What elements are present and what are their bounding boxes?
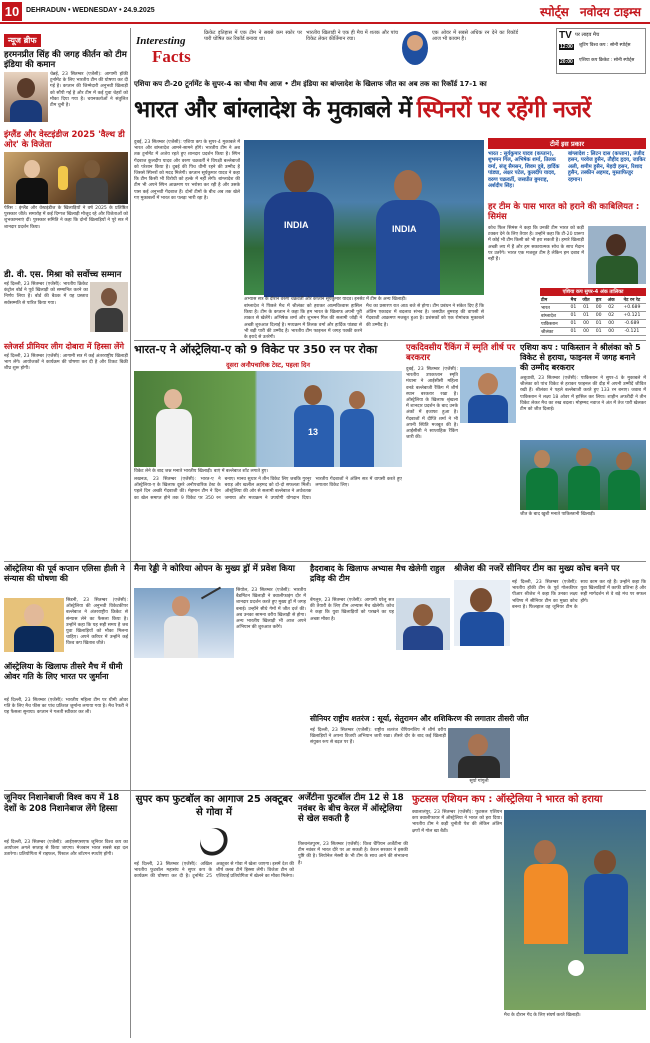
fact-1: क्रिकेट इतिहास में एक टीम ने सबसे कम स्कोर पर पारी घोषित कर रिकॉर्ड बनाया था। xyxy=(204,30,302,43)
nz-headline: ऑस्ट्रेलिया के खिलाफ तीसरे मैच में धीमी ओवर गति के लिए भारत पर जुर्माना xyxy=(4,662,123,681)
points-header-row xyxy=(540,296,646,304)
women-sub: दूसरा अनौपचारिक टेस्ट, पहला दिन xyxy=(226,361,310,369)
brief-body-3: नई दिल्ली, 23 सितम्बर (एजेंसी): भारतीय क्रिकेट कंट्रोल बोर्ड ने पूर्व खिलाड़ी को सम्मानित करने का निर्णय लिया है। बोर्ड की बैठक में यह प्रस्ताव सर्वसम्मति से पारित किया गया। xyxy=(4,282,88,306)
points-cell: 01 xyxy=(579,304,593,312)
fact-3: एक ओवर में सबसे अधिक रन देने का रिकॉर्ड आज भी कायम है। xyxy=(432,30,518,43)
news-brief xyxy=(4,28,128,553)
teams-box xyxy=(488,138,646,200)
tv-label: TV xyxy=(559,30,572,41)
sreejesh-body: नई दिल्ली, 23 सितम्बर (एजेंसी): भारतीय हॉकी टीम के पूर्व गोलकीपर पीआर श्रीजेश ने कहा कि उनका लक्ष्य भविष्य में सीनियर टीम का मुख्य कोच बनना है। फिलहाल वह जूनियर टीम के साथ काम कर रहे हैं। उन्होंने कहा कि युवा खिलाड़ियों में काफी प्रतिभा है और सही मार्गदर्शन से वे बड़े मंच पर सफल होंगे। xyxy=(512,580,646,610)
points-header-cell: टीम xyxy=(540,296,568,304)
junior-headline: जूनियर निशानेबाजी विश्व कप में 18 देशों के 208 निशानेबाज लेंगे हिस्सा xyxy=(4,793,120,814)
award-photo xyxy=(4,152,128,204)
nz-body: नई दिल्ली, 23 सितम्बर (एजेंसी): भारतीय महिला टीम पर धीमी ओवर गति के लिए मैच फीस का पांच प्रतिशत जुर्माना लगाया गया है। मैच रैफरी ने यह फैसला सुनाया। कप्तान ने गलती स्वीकार कर ली। xyxy=(4,698,128,716)
masthead xyxy=(0,0,650,25)
paper-name: नवोदय टाइम्स xyxy=(580,5,642,19)
hyd-photo xyxy=(396,598,450,650)
sreejesh-photo xyxy=(454,580,510,646)
points-cell: 01 xyxy=(568,312,580,320)
interview-body: कोच फिल सिमंस ने कहा कि उनकी टीम भारत को कड़ी टक्कर देने के लिए तैयार है। उन्होंने कहा कि टी-20 प्रारूप में कोई भी टीम किसी को भी हरा सकती है। हमारे खिलाड़ी अच्छी लय में हैं और हम सकारात्मक सोच के साथ मैदान पर उतरेंगे। भारत एक मजबूत टीम है लेकिन हम दबाव में नहीं हैं। xyxy=(488,226,584,263)
futsal-body: क्वालालंपुर, 23 सितम्बर (एजेंसी): फुटसल एशियन कप क्वालीफायर में ऑस्ट्रेलिया ने भारत को हरा दिया। भारतीय टीम ने कड़ी चुनौती पेश की लेकिन अंतिम क्षणों में गोल खा बैठी। xyxy=(412,810,502,834)
tv-schedule xyxy=(556,28,646,74)
teams-india: भारत : सूर्यकुमार यादव (कप्तान), शुभमन गिल, अभिषेक शर्मा, तिलक वर्मा, संजू सैमसन, शिवम दुबे, हार्दिक पांड्या, अक्षर पटेल, कुलदीप यादव, वरुण चक्रवर्ती, जसप्रीत बुमराह, अर्शदीप सिंह। xyxy=(488,151,560,190)
brief-body-2: पेरिस : इंग्लैंड और वेस्टइंडीज के खिलाड़ियों ने वर्ष 2025 के प्रतिष्ठित पुरस्कार जीते। समारोह में कई दिग्गज खिलाड़ी मौजूद रहे और विजेताओं को शुभकामनाएं दीं। पुरस्कार समिति ने कहा कि दोनों खिलाड़ियों ने पूरे सत्र में शानदार प्रदर्शन किया। xyxy=(4,206,128,230)
points-header-cell: मैच xyxy=(568,296,580,304)
lead-body-col2: बांग्लादेश ने पिछले मैच में श्रीलंका को हराकर आत्मविश्वास हासिल किया है। टीम के कप्तान ने कहा कि हम भारत के खिलाफ अपनी पूरी ताकत से खेलेंगे। अभिषेक शर्मा और शुभमन गिल की सलामी जोड़ी ने अच्छी शुरुआत दिलाई है। मध्यक्रम में तिलक वर्मा और हार्दिक पांड्या से भी बड़ी पारी की उम्मीद है। भारतीय टीम फाइनल में जगह पक्की करने के इरादे से उतरेगी। xyxy=(244,304,362,341)
points-cell: +0.121 xyxy=(618,312,646,320)
teams-label: टीमें इस प्रकार xyxy=(488,138,646,149)
points-cell: 01 xyxy=(568,304,580,312)
brief-headline-3: डी. वी. एस. मिश्रा को सर्वोच्च सम्मान xyxy=(4,270,122,280)
points-header-cell: हार xyxy=(593,296,605,304)
section-name: स्पोर्ट्स xyxy=(540,5,569,19)
points-cell: 00 xyxy=(593,304,605,312)
points-header-cell: जीत xyxy=(579,296,593,304)
brief-body-4: नई दिल्ली, 23 सितम्बर (एजेंसी): आगामी सत्र में कई अंतरराष्ट्रीय खिलाड़ी भाग लेंगे। आयोजकों ने कार्यक्रम की घोषणा कर दी है और टिकट बिक्री शीघ्र शुरू होगी। xyxy=(4,354,128,372)
facts-logo-top: Interesting xyxy=(136,35,186,47)
points-cell: श्रीलंका xyxy=(540,328,568,336)
badminton-headline: मैना रेड्डी ने कोरिया ओपन के मुख्य ड्रॉ में प्रवेश किया xyxy=(134,564,295,574)
points-cell: 01 xyxy=(568,320,580,328)
points-cell: 01 xyxy=(579,312,593,320)
facts-logo-bottom: Facts xyxy=(152,47,191,66)
points-cell: पाकिस्तान xyxy=(540,320,568,328)
points-cell: 00 xyxy=(593,312,605,320)
coach-photo xyxy=(588,226,646,284)
points-cell: 00 xyxy=(579,320,593,328)
page-number: 10 xyxy=(2,2,22,21)
points-cell: 00 xyxy=(604,320,617,328)
futsal-headline: फुटसल एशियन कप : ऑस्ट्रेलिया ने भारत को हराया xyxy=(412,794,603,805)
points-cell: 00 xyxy=(579,328,593,336)
chess-caption: सूर्या गांगुली xyxy=(469,779,489,784)
points-cell: -0.121 xyxy=(618,328,646,336)
dateline: DEHRADUN • WEDNESDAY • 24.9.2025 xyxy=(26,7,155,14)
points-row xyxy=(540,304,646,312)
hyd-headline: हैदराबाद के खिलाफ अभ्यास मैच खेलेगी राहुल द्रविड़ की टीम xyxy=(310,564,445,583)
points-grid xyxy=(540,296,646,336)
interview-headline: हर टीम के पास भारत को हराने की काबिलियत : सिमंस xyxy=(488,202,640,222)
points-row xyxy=(540,320,646,328)
pak-photo xyxy=(520,440,646,510)
fact-2: भारतीय खिलाड़ी ने एक ही मैच में शतक और पांच विकेट लेकर कीर्तिमान रचा। xyxy=(306,30,398,43)
astl-photo xyxy=(4,598,64,652)
pak-caption: जीत के बाद खुशी मनाते पाकिस्तानी खिलाड़ी। xyxy=(520,512,596,517)
lead-body-col3: मैच का प्रसारण रात आठ बजे से होगा। टीम प्रबंधन ने संकेत दिए हैं कि अंतिम एकादश में बदलाव संभव है। जसप्रीत बुमराह की वापसी से गेंदबाजी आक्रमण मजबूत हुआ है। प्रशंसकों को एक रोमांचक मुकाबले की उम्मीद है। xyxy=(366,304,484,328)
odi-body: दुबई, 23 सितम्बर (एजेंसी): भारतीय उपकप्तान स्मृति मंधाना ने आईसीसी महिला वनडे बल्लेबाजी रैंकिंग में शीर्ष स्थान बरकरार रखा है। ऑस्ट्रेलिया के खिलाफ श्रृंखला में शानदार प्रदर्शन के बाद उनके अंकों में इजाफा हुआ है। गेंदबाजों में दीप्ति शर्मा ने भी अपनी स्थिति मजबूत की है। आईसीसी ने साप्ताहिक रैंकिंग जारी की। xyxy=(406,367,458,441)
women-body: लखनऊ, 23 सितम्बर (एजेंसी): भारत-ए ने ऑस्ट्रेलिया-ए के खिलाफ दूसरे अनौपचारिक टेस्ट के पहले दिन अच्छी गेंदबाजी की। मेहमान टीम ने दिन का खेल समाप्त होने तक 9 विकेट पर 350 रन बनाए। मानव सुथार ने तीन विकेट लिए जबकि गुरनूर बराड़ और खलील अहमद को दो-दो सफलता मिली। ऑस्ट्रेलिया की ओर से सलामी बल्लेबाज ने अर्धशतक जमाया और मध्यक्रम ने उपयोगी योगदान दिया। भारतीय गेंदबाजों ने अंतिम सत्र में वापसी करते हुए लगातार विकेट लिए। xyxy=(134,477,402,501)
points-cell: 01 xyxy=(593,320,605,328)
women-photo: 13 xyxy=(134,371,402,467)
lead-headline-a: भारत और बांग्लादेश के मुकाबले में xyxy=(134,97,412,123)
lead-photo: INDIA INDIA xyxy=(244,140,484,295)
tv-time-2: 20:00 xyxy=(560,59,573,65)
hyd-body: बेंगलुरु, 23 सितम्बर (एजेंसी): आगामी घरेलू सत्र की तैयारी के लिए टीम अभ्यास मैच खेलेगी। कोच ने कहा कि युवा खिलाड़ियों को परखने का यह अच्छा मौका है। xyxy=(310,598,394,622)
tv-sub: पर लाइव मैच xyxy=(575,32,600,38)
points-cell: भारत xyxy=(540,304,568,312)
points-cell: 00 xyxy=(604,328,617,336)
women-headline: भारत-ए ने ऑस्ट्रेलिया-ए को 9 विकेट पर 350 रन पर रोका xyxy=(134,343,378,356)
brief-body-1: चेन्नई, 23 सितम्बर (एजेंसी): आगामी हॉकी टूर्नामेंट के लिए भारतीय टीम की घोषणा कर दी गई है। कप्तान की जिम्मेदारी अनुभवी खिलाड़ी को सौंपी गई है और टीम में कई युवा चेहरों को मौका दिया गया है। चयनकर्ताओं ने संतुलित टीम चुनी है। xyxy=(50,72,128,109)
points-cell: +0.689 xyxy=(618,304,646,312)
official-photo xyxy=(90,282,128,332)
brief-headline-4: स्लेजर्स प्रीमियर लीग दोबारा में हिस्सा लेंगे xyxy=(4,342,124,351)
points-cell: बांग्लादेश xyxy=(540,312,568,320)
sreejesh-headline: श्रीजेश की नजरें सीनियर टीम का मुख्य कोच बनने पर xyxy=(454,564,620,574)
points-cell: 02 xyxy=(604,312,617,320)
lead-caption: अभ्यास सत्र के दौरान वरुण चक्रवर्ती और कप्तान सूर्यकुमार यादव। इनसेट में टीम के अन्य खिलाड़ी। xyxy=(244,297,407,302)
lead-kicker: एशिया कप टी-20 टूर्नामेंट के सुपर-4 का चौथा मैच आज • टीम इंडिया का बांग्लादेश के खिलाफ जीत का अब तक का रिकॉर्ड 17-1 का xyxy=(134,80,487,88)
points-cell: 01 xyxy=(568,328,580,336)
football-photo xyxy=(200,828,230,858)
tv-row-1: शूटिंग विश्व कप : सोनी स्पोर्ट्स xyxy=(579,43,631,48)
supercup-body: नई दिल्ली, 23 सितम्बर (एजेंसी): अखिल भारतीय फुटबॉल महासंघ ने सुपर कप के कार्यक्रम की घोषणा कर दी है। टूर्नामेंट 25 अक्टूबर से गोवा में खेला जाएगा। इसमें देश की शीर्ष क्लब टीमें हिस्सा लेंगी। विजेता टीम को एशियाई प्रतियोगिता में खेलने का मौका मिलेगा। xyxy=(134,862,294,880)
odi-headline: एकदिवसीय रैंकिंग में स्मृति शीर्ष पर बरकरार xyxy=(406,343,516,363)
odi-photo xyxy=(460,367,516,423)
lead-headline xyxy=(134,92,646,134)
points-cell: 02 xyxy=(604,304,617,312)
points-cell: -0.689 xyxy=(618,320,646,328)
points-title: एशिया कप सुपर-4 अंक तालिका xyxy=(540,288,646,296)
women-caption: विकेट लेने के बाद जश्न मनाते भारतीय खिलाड़ी। बाएं में बल्लेबाज शॉट लगाते हुए। xyxy=(134,469,269,474)
tv-time-1: 12:00 xyxy=(560,44,573,50)
teams-bangladesh: बांग्लादेश : लिटन दास (कप्तान), तंजीद हसन, परवेज हुसैन, तौहीद हृदय, जाकिर अली, शमीम हुसैन, मेहदी हसन, रिशाद हुसैन, तस्कीन अहमद, मुस्ताफिजुर रहमान। xyxy=(568,151,646,183)
brief-label: न्यूज ब्रीफ xyxy=(4,34,41,47)
points-header-cell: नेट रन रेट xyxy=(618,296,646,304)
points-table xyxy=(540,288,646,338)
facts-strip xyxy=(134,27,519,77)
fact-player-photo xyxy=(402,31,428,65)
points-header-cell: अंक xyxy=(604,296,617,304)
argentina-headline: अर्जेंटीना फुटबॉल टीम 12 से 18 नवंबर के बीच केरल में ऑस्ट्रेलिया से खेल सकती है xyxy=(298,793,404,824)
badminton-body: सियोल, 23 सितम्बर (एजेंसी): भारतीय बैडमिंटन खिलाड़ी ने क्वालीफाइंग दौर में शानदार प्रदर्शन करते हुए मुख्य ड्रॉ में जगह बनाई। उन्होंने सीधे गेमों में जीत दर्ज की। अब उनका सामना वरीय खिलाड़ी से होगा। अन्य भारतीय खिलाड़ी भी आज अपने अभियान की शुरुआत करेंगे। xyxy=(236,588,306,631)
tv-row-2: एशिया कप क्रिकेट : सोनी स्पोर्ट्स xyxy=(579,58,635,63)
badminton-photo xyxy=(134,588,234,658)
futsal-caption: मैच के दौरान गेंद के लिए संघर्ष करते खिलाड़ी। xyxy=(504,1013,581,1018)
chess-body: नई दिल्ली, 23 सितम्बर (एजेंसी): राष्ट्रीय शतरंज चैंपियनशिप में शीर्ष वरीय खिलाड़ियों ने अपना विजयी अभियान जारी रखा। तीसरे दौर के बाद कई खिलाड़ी संयुक्त रूप से बढ़त पर हैं। xyxy=(310,728,446,746)
lead-body-col1: दुबई, 23 सितम्बर (एजेंसी): एशिया कप के सुपर-4 मुकाबले में भारत और बांग्लादेश आमने-सामने होंगे। भारतीय टीम ने अब तक टूर्नामेंट में अजेय रहते हुए शानदार प्रदर्शन किया है। स्पिन गेंदबाज कुलदीप यादव और वरुण चक्रवर्ती ने विपक्षी बल्लेबाजों को परेशान किया है। दुबई की पिच धीमी रहने की उम्मीद है जिससे स्पिनरों को मदद मिलेगी। कप्तान सूर्यकुमार यादव ने कहा कि टीम किसी भी विरोधी को हल्के में नहीं लेगी। बांग्लादेश की टीम भी अपने स्पिन आक्रमण पर भरोसा कर रही है और उसके पास कई अनुभवी गेंदबाज हैं। दोनों टीमों के बीच अब तक खेले गए मुकाबलों में भारत का पलड़ा भारी रहा है। xyxy=(134,140,240,201)
pak-headline: एशिया कप : पाकिस्तान ने श्रीलंका को 5 विकेट से हराया, फाइनल में जगह बनाने की उम्मीद बरकरार xyxy=(520,343,641,372)
argentina-body: तिरुवनंतपुरम, 23 सितम्बर (एजेंसी): विश्व चैंपियन अर्जेंटीना की टीम नवंबर में भारत दौरे पर आ सकती है। केरल सरकार ने इसकी पुष्टि की है। लियोनेल मेस्सी के भी टीम के साथ आने की संभावना है। xyxy=(298,842,408,866)
points-row xyxy=(540,312,646,320)
player-photo xyxy=(4,72,48,122)
chess-photo xyxy=(448,728,510,778)
lead-headline-b: स्पिनरों पर रहेंगी नजरें xyxy=(416,97,591,123)
astl-headline: ऑस्ट्रेलिया की पूर्व कप्तान एलिसा हीली ने संन्यास की घोषणा की xyxy=(4,564,125,583)
astl-body: सिडनी, 23 सितम्बर (एजेंसी): ऑस्ट्रेलिया की अनुभवी विकेटकीपर बल्लेबाज ने अंतरराष्ट्रीय क्रिकेट से संन्यास लेने का फैसला किया है। उन्होंने कहा कि यह सही समय है जब युवा खिलाड़ियों को मौका मिलना चाहिए। अपने करियर में उन्होंने कई विश्व कप खिताब जीते। xyxy=(66,598,128,647)
points-row xyxy=(540,328,646,336)
points-cell: 01 xyxy=(593,328,605,336)
brief-headline-1: हरमनप्रीत सिंह की जगह कीर्तन को टीम इंडिया की कमान xyxy=(4,50,127,70)
brief-headline-2: इंग्लैंड और वेस्टइंडीज 2025 'वैल्थ डी ओर' के विजेता xyxy=(4,130,125,150)
futsal-photo xyxy=(504,810,646,1010)
chess-headline: सीनियर राष्ट्रीय शतरंज : सूर्या, सेतुरामन और शशिकिरण की लगातार तीसरी जीत xyxy=(310,714,529,723)
junior-body: नई दिल्ली, 23 सितम्बर (एजेंसी): आईएसएसएफ जूनियर विश्व कप का आयोजन अगले सप्ताह से किया जाएगा। मेजबान भारत सबसे बड़ा दल उतारेगा। प्रतियोगिता में राइफल, पिस्टल और शॉटगन स्पर्धाएं होंगी। xyxy=(4,840,128,858)
pak-body: अबूधाबी, 23 सितम्बर (एजेंसी): पाकिस्तान ने सुपर-4 के मुकाबले में श्रीलंका को पांच विकेट से हराकर फाइनल की दौड़ में अपनी उम्मीदें जीवित रखी हैं। श्रीलंका ने पहले बल्लेबाजी करते हुए 133 रन बनाए। जवाब में पाकिस्तान ने लक्ष्य 18 ओवर में हासिल कर लिया। शाहीन अफरीदी ने तीन विकेट लेकर मैच का रुख बदला। मोहम्मद नवाज ने अंत में तेज पारी खेलकर टीम को जीत दिलाई। xyxy=(520,376,646,413)
supercup-headline: सुपर कप फुटबॉल का आगाज 25 अक्टूबर से गोवा में xyxy=(135,794,293,818)
